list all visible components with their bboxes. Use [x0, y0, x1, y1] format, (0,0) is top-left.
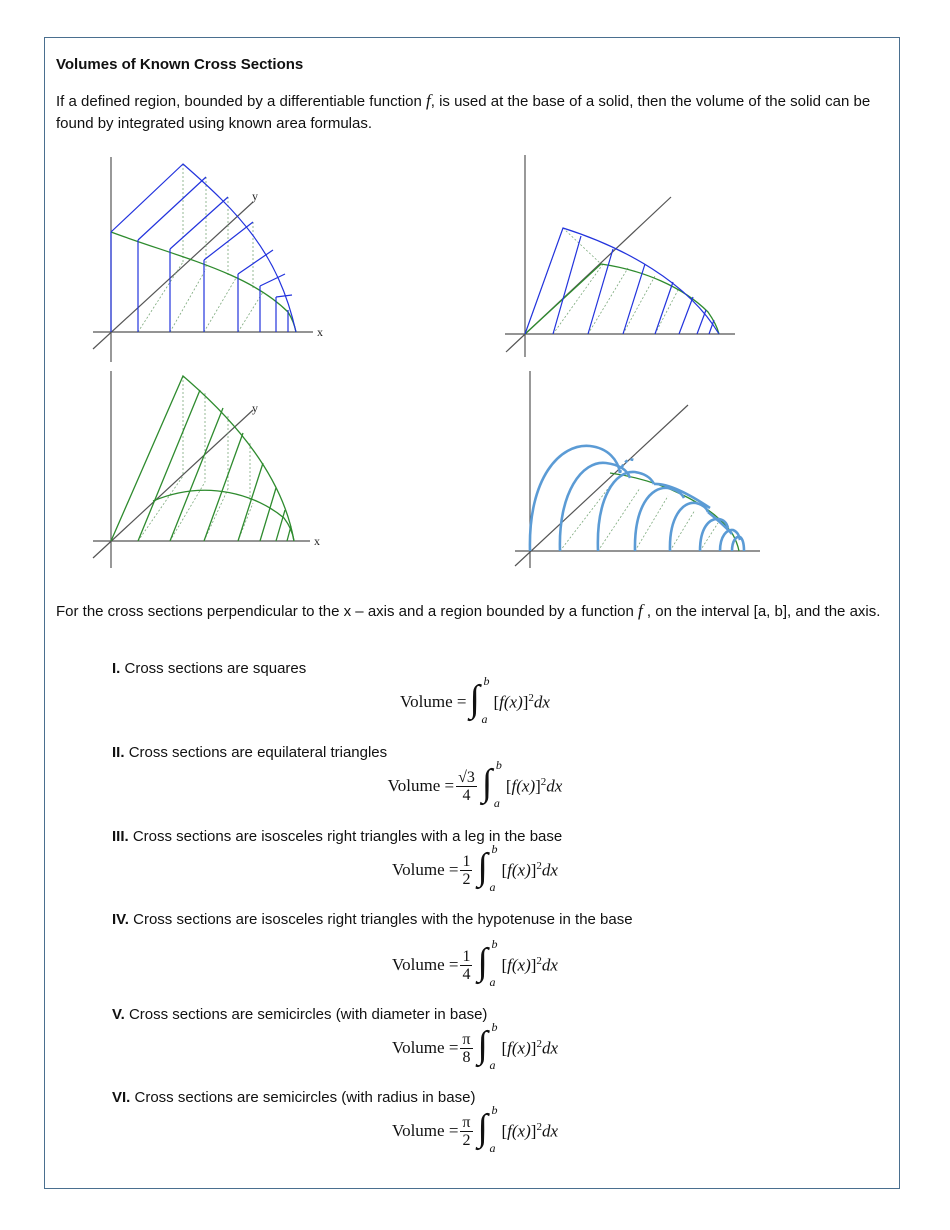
formula-right-triangles-leg	[300, 842, 650, 894]
case-numeral: II.	[112, 744, 125, 761]
case-description: Cross sections are isosceles right triangles with the hypotenuse in the base	[133, 911, 633, 928]
case-numeral: I.	[112, 660, 121, 677]
case-numeral: III.	[112, 828, 129, 845]
integrand: $[f(x)]^2dx$	[501, 1037, 558, 1058]
figure-equilateral-triangle-cross-sections	[503, 152, 753, 364]
integrand: $[f(x)]^2dx$	[505, 775, 563, 796]
case-description: Cross sections are semicircles (with radius in base)	[134, 1089, 476, 1106]
integral-sign: ∫ b a	[469, 674, 490, 726]
case-semicircles-radius	[112, 1089, 475, 1106]
intro-text-before: If a defined region, bounded by a differentiable function	[56, 93, 426, 110]
case-description: Cross sections are isosceles right triangles with a leg in the base	[132, 828, 563, 845]
formula-squares	[300, 674, 650, 726]
figure-semicircle-cross-sections	[510, 368, 765, 573]
case-numeral: VI.	[112, 1089, 131, 1106]
upper-limit: b	[483, 674, 490, 688]
case-squares	[112, 660, 306, 677]
intro-text-after: , is used at the base of a solid, then the volume of the solid can be found by integrated using known area formulas.	[56, 93, 871, 132]
integral-sign: ∫ b a	[481, 758, 502, 810]
case-semicircles-diameter	[112, 1006, 487, 1023]
integrand: $[f(x)]^2dx$	[501, 954, 558, 975]
integrand: $[f(x)]^2dx$	[501, 859, 558, 880]
lower-limit: a	[481, 712, 488, 726]
coefficient-numerator: √3	[458, 768, 475, 786]
coefficient-fraction	[456, 769, 477, 804]
formula-semicircles-diameter	[300, 1020, 650, 1072]
case-equilateral-triangles	[112, 744, 387, 761]
intro-paragraph	[56, 90, 894, 135]
volume-label: Volume =	[392, 1121, 459, 1140]
case-description: Cross sections are equilateral triangles	[128, 744, 388, 761]
lead-text-after: , on the interval [a, b], and the axis.	[642, 603, 881, 620]
x-axis-label: x	[314, 534, 320, 548]
integral-sign: ∫ b a	[477, 842, 498, 894]
page-title: Volumes of Known Cross Sections	[56, 56, 304, 73]
lead-text-before: For the cross sections perpendicular to the x – axis and a region bounded by a function	[56, 603, 639, 620]
coefficient-fraction: $\frac{1}{4}$	[462, 947, 471, 983]
volume-label: Volume =	[400, 692, 467, 711]
volume-label: Volume =	[392, 860, 459, 879]
formula-right-triangles-hypotenuse	[300, 937, 650, 989]
integral-sign: ∫ b a	[477, 937, 498, 989]
base-curve	[525, 264, 719, 334]
case-description: Cross sections are squares	[124, 660, 307, 677]
case-numeral: V.	[112, 1006, 125, 1023]
case-right-triangles-hypotenuse	[112, 911, 633, 928]
volume-label: Volume =	[392, 1038, 459, 1057]
figure-right-triangle-cross-sections	[88, 368, 338, 573]
formula-equilateral-triangles	[300, 758, 650, 810]
integral-sign: ∫ b a	[477, 1020, 498, 1072]
figure-square-cross-sections	[88, 152, 338, 364]
y-axis-label: y	[252, 189, 258, 203]
integrand: $[f(x)]^2dx$	[493, 691, 550, 712]
cross-section-intro	[56, 600, 894, 623]
integral-sign: ∫ b a	[477, 1103, 498, 1155]
coefficient-fraction: $\frac{\pi}{8}$	[462, 1030, 471, 1066]
x-axis-label: x	[317, 325, 323, 339]
case-description: Cross sections are semicircles (with diameter in base)	[128, 1006, 488, 1023]
y-axis-label: y	[252, 401, 258, 415]
intro-function-symbol: f	[426, 91, 431, 110]
case-numeral: IV.	[112, 911, 129, 928]
coefficient-fraction: $\frac{1}{2}$	[462, 852, 471, 888]
coefficient-fraction: $\frac{\pi}{2}$	[462, 1113, 471, 1149]
formula-semicircles-radius	[300, 1103, 650, 1155]
coefficient-denominator: 4	[462, 786, 471, 804]
volume-label: Volume =	[392, 955, 459, 974]
volume-label: Volume =	[387, 776, 455, 795]
lead-function-symbol: f	[638, 601, 643, 620]
integrand: $[f(x)]^2dx$	[501, 1120, 558, 1141]
